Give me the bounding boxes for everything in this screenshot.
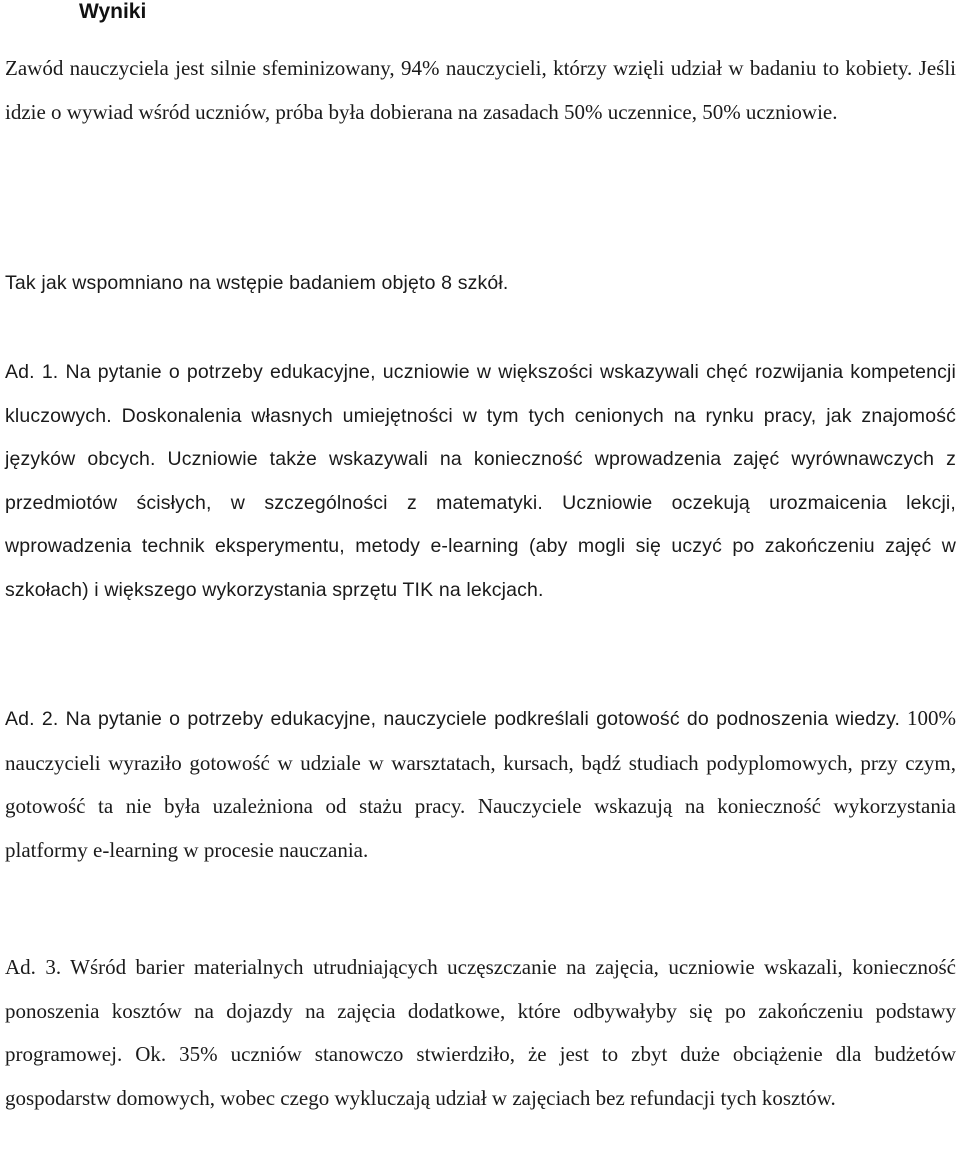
paragraph-intro-text: Zawód nauczyciela jest silnie sfeminizowany, 94% nauczycieli, którzy wzięli udział w badaniu to kobiety. Jeśli idzie o wywiad wśród uczniów, próba była dobierana na zasadach 50% uczennice, 50% uczniowie. [5, 56, 956, 124]
paragraph-ad3-text: Ad. 3. Wśród barier materialnych utrudniających uczęszczanie na zajęcia, uczniowie wskazali, konieczność ponoszenia kosztów na dojazdy na zajęcia dodatkowe, które odbywałyby się po zakończeniu podstawy programowej. Ok. 35% uczniów stanowczo stwierdziło, że jest to zbyt duże obciążenie dla budżetów gospodarstw domowych, wobec czego wykluczają udział w zajęciach bez refundacji tych kosztów. [5, 955, 956, 1110]
paragraph-schools-text: Tak jak wspomniano na wstępie badaniem objęto 8 szkół. [5, 272, 509, 294]
section-heading: Wyniki [79, 0, 147, 23]
paragraph-ad3 [5, 946, 956, 1120]
paragraph-intro [5, 47, 956, 134]
paragraph-ad2-body: 100% nauczycieli wyraziło gotowość w udziale w warsztatach, kursach, bądź studiach podyplomowych, przy czym, gotowość ta nie była uzależniona od stażu pracy. Nauczyciele wskazują na konieczność wykorzystania platformy e-learning w procesie nauczania. [5, 706, 956, 862]
paragraph-ad1 [5, 351, 956, 613]
paragraph-ad2 [5, 697, 956, 872]
paragraph-ad2-lead: Ad. 2. Na pytanie o potrzeby edukacyjne, nauczyciele podkreślali gotowość do podnoszenia wiedzy. [5, 708, 901, 730]
paragraph-schools [5, 262, 956, 306]
paragraph-ad1-text: Ad. 1. Na pytanie o potrzeby edukacyjne, uczniowie w większości wskazywali chęć rozwijania kompetencji kluczowych. Doskonalenia własnych umiejętności w tym tych cenionych na rynku pracy, jak znajomość języków obcych. Uczniowie także wskazywali na konieczność wprowadzenia zajęć wyrównawczych z przedmiotów ścisłych, w szczególności z matematyki. Uczniowie oczekują urozmaicenia lekcji, wprowadzenia technik eksperymentu, metody e-learning (aby mogli się uczyć po zakończeniu zajęć w szkołach) i większego wykorzystania sprzętu TIK na lekcjach. [5, 361, 956, 601]
